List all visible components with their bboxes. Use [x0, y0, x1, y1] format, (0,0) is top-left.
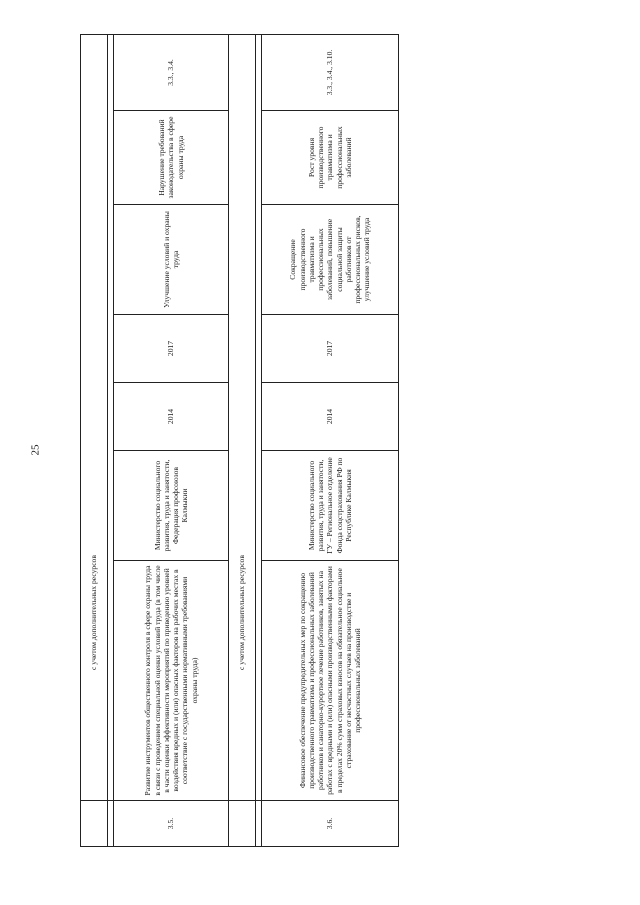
start-year-cell: 2014 [262, 383, 399, 451]
result-cell: Сокращение производственного травматизма и профессиональных заболеваний, повышение социальной защиты работников от профессиональных рисков, улучшение условий труда [262, 205, 399, 315]
link-cell: 3.3., 3.4., 3.10. [262, 34, 399, 110]
section-row-2 [229, 34, 256, 846]
row-number: 3.6. [262, 801, 399, 847]
risk-cell: Рост уровня производственного травматизма и профессиональных заболеваний [262, 111, 399, 205]
table-row [262, 34, 399, 846]
activity-cell: Развитие инструментов общественного контроля в сфере охраны труда в связи с проведением специальной оценки условий труда (в том числе в части оценки эффективности мероприятий по приведению уровней воздействия вредных и (или) опасных факторов на рабочих местах в соответствие с государственными нормативными требованиями охраны труда) [114, 561, 229, 801]
link-cell: 3.3., 3.4. [114, 34, 229, 110]
rotated-table [80, 35, 372, 847]
section-label-1: с учетом дополнительных ресурсов [81, 34, 108, 800]
row-gap [229, 801, 256, 847]
section-label-2: с учетом дополнительных ресурсов [229, 34, 256, 800]
section-row-1 [81, 34, 108, 846]
executor-cell: Министерство социального развития, труда и занятости, ГУ – Региональное отделение Фонда соцстрахования РФ по Республике Калмыкия [262, 451, 399, 561]
row-number: 3.5. [114, 801, 229, 847]
row-gap [81, 801, 108, 847]
rotated-table-holder [80, 35, 372, 847]
executor-cell: Министерство социального развития, труда и занятости, Федерация профсоюзов Калмыкии [114, 451, 229, 561]
table-row [114, 34, 229, 846]
risk-cell: Нарушение требований законодательства в сфере охраны труда [114, 111, 229, 205]
result-cell: Улучшение условий и охраны труда [114, 205, 229, 315]
end-year-cell: 2017 [262, 315, 399, 383]
end-year-cell: 2017 [114, 315, 229, 383]
measures-table [80, 34, 399, 847]
page-number: 25 [29, 444, 42, 456]
activity-cell: Финансовое обеспечение предупредительных мер по сокращению производственного травматизма и профессиональных заболеваний работников и санаторно-курортное лечение работников, занятых на работах с вредными и (или) опасными производственными факторами в пределах 20% сумм страховых взносов на обязательное социальное страхование от несчастных случаев на производстве и профессиональных заболеваний [262, 561, 399, 801]
start-year-cell: 2014 [114, 383, 229, 451]
